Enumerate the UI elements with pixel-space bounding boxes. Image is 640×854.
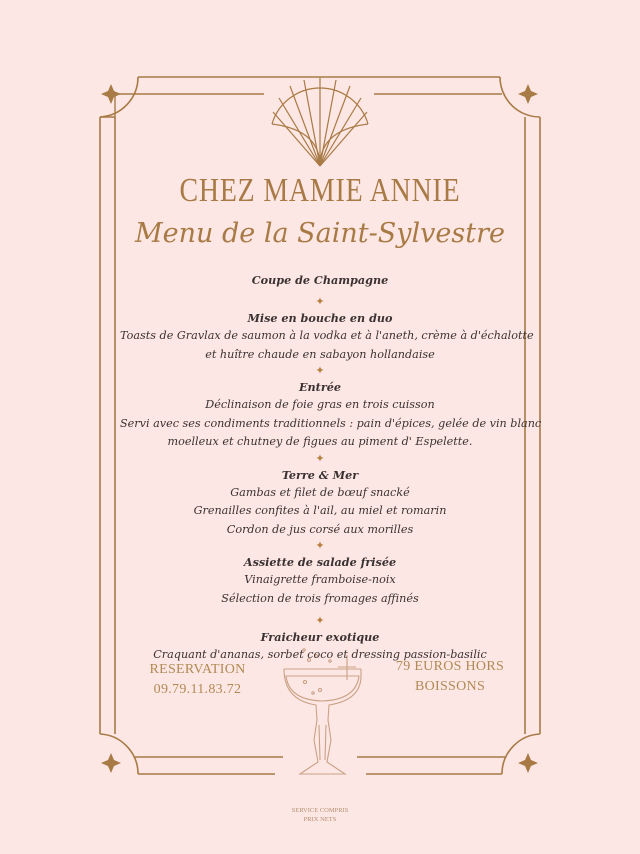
- star-divider-icon: ✦: [315, 451, 325, 465]
- star-divider-icon: ✦: [315, 539, 325, 552]
- section-line: Grenailles confites à l'ail, au miel et romarin: [193, 504, 447, 517]
- section-line: Servi avec ses condiments traditionnels : pain d'épices, gelée de vin blanc: [120, 416, 542, 430]
- section-heading: Fraicheur exotique: [260, 630, 380, 644]
- section-heading: Coupe de Champagne: [251, 273, 389, 287]
- menu-section: [120, 378, 542, 452]
- reservation-block: [140, 660, 255, 700]
- champagne-glass-icon: [284, 649, 361, 774]
- section-line: Toasts de Gravlax de saumon à la vodka et à l'aneth, crème à d'échalotte: [120, 329, 534, 342]
- price-block: [385, 657, 515, 697]
- menu-section: [120, 271, 520, 289]
- section-line: Vinaigrette framboise-noix: [244, 573, 396, 586]
- footer-note: [0, 806, 640, 824]
- section-line: Sélection de trois fromages affinés: [221, 591, 419, 605]
- fan-ornament: [272, 78, 368, 166]
- section-heading: Mise en bouche en duo: [247, 311, 393, 325]
- menu-list: [120, 271, 542, 665]
- section-heading: Entrée: [299, 380, 341, 394]
- restaurant-title: CHEZ MAMIE ANNIE: [179, 172, 461, 209]
- menu-section: [120, 466, 520, 540]
- section-line: Cordon de jus corsé aux morilles: [226, 522, 414, 536]
- footer-line-1: SERVICE COMPRIS: [291, 807, 349, 814]
- star-divider-icon: ✦: [315, 364, 325, 377]
- section-line: Gambas et filet de bœuf snacké: [230, 485, 410, 499]
- footer-line-2: PRIX NETS: [303, 816, 337, 823]
- menu-subtitle: Menu de la Saint-Sylvestre: [135, 218, 505, 249]
- price-line-1: 79 EUROS HORS: [395, 659, 505, 674]
- section-line: et huître chaude en sabayon hollandaise: [205, 347, 435, 361]
- menu-section: [120, 309, 534, 364]
- menu-section: [120, 553, 520, 608]
- reservation-phone: 09.79.11.83.72: [153, 682, 242, 697]
- star-divider-icon: ✦: [315, 614, 325, 627]
- section-heading: Assiette de salade frisée: [243, 555, 397, 569]
- reservation-label: RESERVATION: [149, 662, 246, 677]
- section-heading: Terre & Mer: [281, 467, 359, 482]
- section-line: Déclinaison de foie gras en trois cuisson: [205, 398, 435, 411]
- section-line: moelleux et chutney de figues au piment d' Espelette.: [167, 435, 473, 448]
- star-divider-icon: ✦: [315, 295, 325, 308]
- section-line: Craquant d'ananas, sorbet coco et dressing passion-basilic: [153, 648, 487, 661]
- price-line-2: BOISSONS: [414, 679, 486, 694]
